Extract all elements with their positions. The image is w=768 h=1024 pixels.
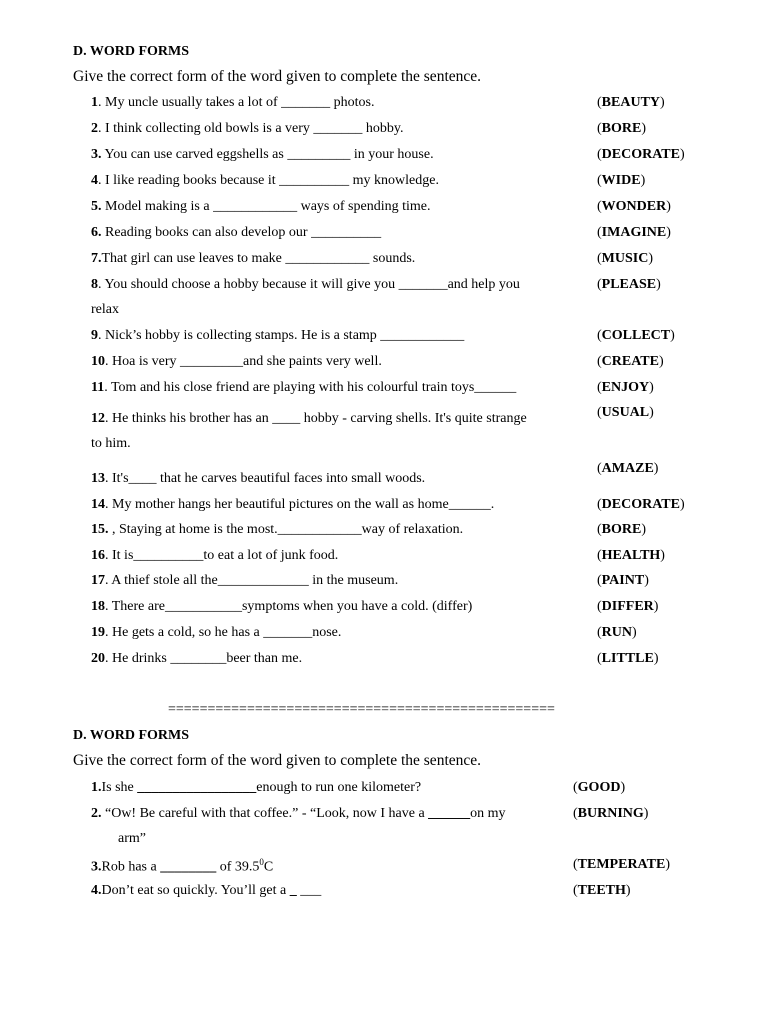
section-heading: D. WORD FORMS [73, 44, 190, 59]
question-number: 5. [91, 199, 102, 214]
question-text: . It's____ that he carves beautiful faces into small woods. [105, 471, 426, 486]
question-2 [91, 121, 591, 137]
question-18 [91, 599, 591, 615]
question-10 [91, 354, 591, 370]
question-7 [91, 251, 591, 267]
root-word: (BURNING) [573, 806, 649, 821]
root-word: (COLLECT) [597, 328, 675, 343]
question-8 [91, 277, 585, 293]
question-text-end: on my [470, 806, 506, 821]
question-13 [91, 471, 591, 487]
question-text-end: of 39.5 [216, 859, 260, 875]
root-word-text: RUN [601, 625, 633, 640]
root-word-text: USUAL [601, 405, 650, 420]
root-word: (ENJOY) [597, 380, 654, 395]
question-number: 4 [91, 173, 98, 188]
question-text: . I think collecting old bowls is a very _______ hobby. [98, 121, 404, 136]
question-1 [91, 95, 591, 111]
question-number: 9 [91, 328, 98, 343]
question-text: Reading books can also develop our __________ [101, 225, 382, 240]
question-number: 1 [91, 95, 98, 110]
question2-1 [91, 780, 561, 796]
root-word: (DECORATE) [597, 497, 685, 512]
question-number: 8 [91, 277, 98, 292]
root-word: (AMAZE) [597, 461, 659, 476]
question-number: 15. [91, 522, 109, 537]
question-text-end: enough to run one kilometer? [256, 780, 422, 795]
question-text: Rob has a [101, 859, 161, 875]
root-word: (PAINT) [597, 573, 649, 588]
root-word: (PLEASE) [597, 277, 661, 292]
question-20 [91, 651, 591, 667]
question-number: 2. [91, 806, 102, 821]
answer-blank: _________________ [137, 780, 257, 795]
question-text: . He drinks ________beer than me. [105, 651, 303, 666]
root-word-text: COLLECT [601, 328, 671, 343]
question-17 [91, 573, 591, 589]
question-text: . Nick’s hobby is collecting stamps. He is a stamp ____________ [98, 328, 465, 343]
question-number: 3. [91, 859, 102, 875]
question-12 [91, 411, 585, 427]
root-word-text: PAINT [601, 573, 645, 588]
question2-2 [91, 806, 561, 822]
question-number: 1. [91, 780, 102, 795]
answer-blank: _ [289, 883, 297, 898]
instruction-2: Give the correct form of the word given to complete the sentence. [73, 752, 482, 769]
instruction: Give the correct form of the word given to complete the sentence. [73, 68, 482, 85]
root-word: (USUAL) [597, 405, 654, 420]
question-number: 12 [91, 411, 105, 426]
question-text: . It is__________to eat a lot of junk food. [105, 548, 339, 563]
question-9 [91, 328, 591, 344]
question-text: . You should choose a hobby because it will give you _______and help you [98, 277, 520, 292]
root-word: (DECORATE) [597, 147, 685, 162]
question-number: 14 [91, 497, 105, 512]
root-word-text: DECORATE [601, 147, 680, 162]
question-19 [91, 625, 591, 641]
question-11 [91, 380, 591, 396]
root-word: (MUSIC) [597, 251, 654, 266]
root-word: (BORE) [597, 522, 647, 537]
question-number: 18 [91, 599, 105, 614]
root-word-text: MUSIC [601, 251, 649, 266]
root-word: (RUN) [597, 625, 637, 640]
question-text: “Ow! Be careful with that coffee.” - “Look, now I have a [101, 806, 429, 821]
root-word: (TEETH) [573, 883, 631, 898]
root-word: (WIDE) [597, 173, 646, 188]
root-word-text: LITTLE [601, 651, 654, 666]
root-word: (BEAUTY) [597, 95, 665, 110]
question-number: 2 [91, 121, 98, 136]
question-text: . My mother hangs her beautiful pictures on the wall as home______. [105, 497, 495, 512]
root-word-text: BEAUTY [601, 95, 661, 110]
question-number: 16 [91, 548, 105, 563]
root-word-text: PLEASE [601, 277, 657, 292]
question-text: . Hoa is very _________and she paints very well. [105, 354, 382, 369]
root-word: (DIFFER) [597, 599, 659, 614]
root-word-text: IMAGINE [601, 225, 667, 240]
root-word-text: CREATE [601, 354, 659, 369]
question-number: 4. [91, 883, 102, 898]
question-text: You can use carved eggshells as _________ in your house. [101, 147, 434, 162]
degree-superscript: 0 [259, 857, 264, 867]
root-word-text: BURNING [577, 806, 644, 821]
question-number: 13 [91, 471, 105, 486]
question-continuation: to him. [91, 436, 131, 451]
root-word-text: ENJOY [601, 380, 650, 395]
question2-3 [91, 857, 561, 876]
question-continuation: relax [91, 302, 119, 317]
root-word-text: GOOD [577, 780, 621, 795]
root-word: (BORE) [597, 121, 647, 136]
question-number: 17 [91, 573, 105, 588]
question-text: . My uncle usually takes a lot of _______ photos. [98, 95, 375, 110]
question-number: 19 [91, 625, 105, 640]
question-text: . I like reading books because it __________ my knowledge. [98, 173, 439, 188]
root-word-text: DIFFER [601, 599, 654, 614]
root-word: (GOOD) [573, 780, 626, 795]
question2-4 [91, 883, 561, 899]
root-word-text: TEMPERATE [577, 857, 666, 872]
answer-blank: ______ [428, 806, 471, 821]
question-text: . A thief stole all the_____________ in the museum. [105, 573, 399, 588]
question-15 [91, 522, 591, 538]
root-word: (IMAGINE) [597, 225, 671, 240]
root-word-text: BORE [601, 522, 642, 537]
separator-line: ================================================= [168, 702, 555, 717]
question-text: . Tom and his close friend are playing with his colourful train toys______ [104, 380, 517, 395]
question-3 [91, 147, 591, 163]
question-text: Model making is a ____________ ways of spending time. [101, 199, 431, 214]
root-word: (WONDER) [597, 199, 671, 214]
question-number: 6. [91, 225, 102, 240]
question-text: Don’t eat so quickly. You’ll get a [101, 883, 290, 898]
question-text: That girl can use leaves to make ____________ sounds. [101, 251, 416, 266]
root-word: (CREATE) [597, 354, 664, 369]
root-word-text: TEETH [577, 883, 626, 898]
section-heading-2: D. WORD FORMS [73, 728, 190, 743]
question-text: Is she [101, 780, 138, 795]
answer-blank: ________ [160, 859, 217, 875]
question-number: 10 [91, 354, 105, 369]
root-word: (HEALTH) [597, 548, 665, 563]
question-continuation: arm” [118, 831, 146, 846]
question-16 [91, 548, 591, 564]
root-word-text: HEALTH [601, 548, 661, 563]
root-word-text: WIDE [601, 173, 641, 188]
question-14 [91, 497, 591, 513]
question-text: , Staying at home is the most.____________way of relaxation. [108, 522, 464, 537]
question-number: 7. [91, 251, 102, 266]
question-text-end: ___ [296, 883, 322, 898]
root-word-text: DECORATE [601, 497, 680, 512]
question-5 [91, 199, 591, 215]
root-word-text: WONDER [601, 199, 667, 214]
question-number: 20 [91, 651, 105, 666]
question-text: . There are___________symptoms when you have a cold. (differ) [105, 599, 473, 614]
question-text: . He gets a cold, so he has a _______nose. [105, 625, 342, 640]
root-word: (TEMPERATE) [573, 857, 670, 872]
root-word-text: AMAZE [601, 461, 654, 476]
question-4 [91, 173, 591, 189]
root-word: (LITTLE) [597, 651, 659, 666]
unit-text: C [263, 859, 274, 875]
question-6 [91, 225, 591, 241]
question-number: 3. [91, 147, 102, 162]
question-text: . He thinks his brother has an ____ hobby - carving shells. It's quite strange [105, 411, 527, 426]
root-word-text: BORE [601, 121, 642, 136]
question-number: 11 [91, 380, 105, 395]
